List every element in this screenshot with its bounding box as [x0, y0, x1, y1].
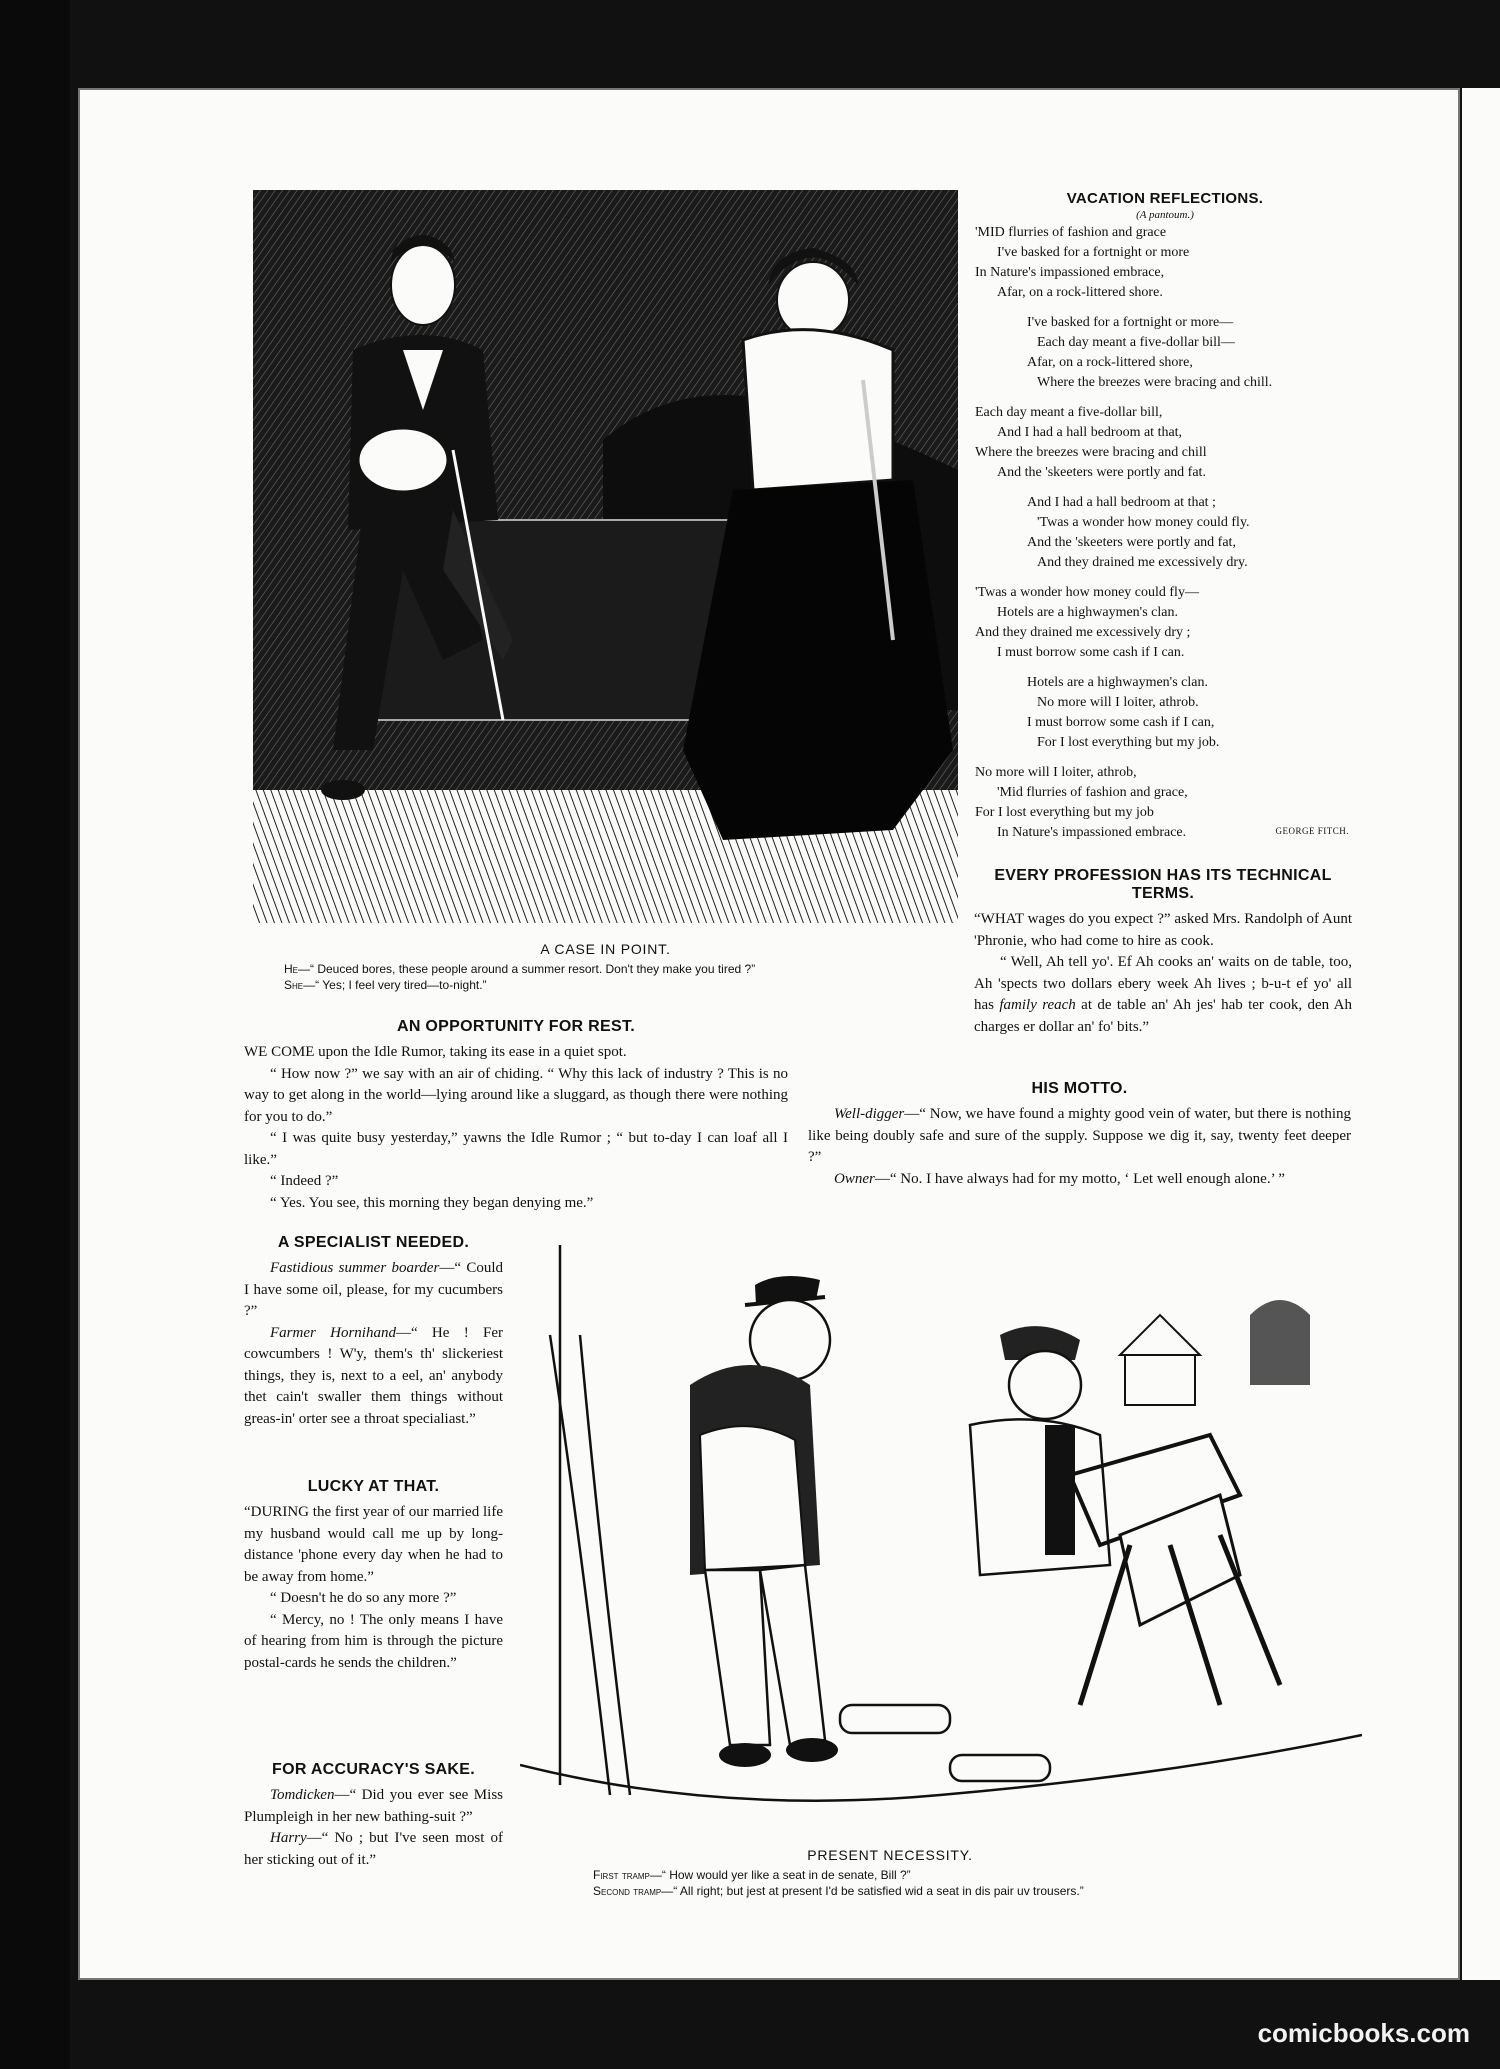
- accuracy-line-2: —“ No ; but I've seen most of her sticking out of it.”: [244, 1830, 503, 1868]
- motto-speaker-owner: Owner: [834, 1170, 875, 1187]
- article-opportunity-for-rest: [244, 1018, 788, 1214]
- poem-line: Hotels are a highwaymen's clan.: [1027, 675, 1208, 690]
- motto-line-1: —“ Now, we have found a mighty good vein of water, but there is nothing like being doubly safe and sure of the supply. Suppose we dig it, say, twenty feet deeper ?”: [808, 1106, 1351, 1165]
- specialist-speaker-farmer: Farmer Hornihand: [270, 1324, 396, 1341]
- technical-paragraph-1: “WHAT wages do you expect ?” asked Mrs. Randolph of Aunt 'Phronie, who had come to hire as cook.: [974, 911, 1352, 949]
- illustration-present-necessity: [520, 1235, 1362, 1840]
- article-technical-terms: [974, 867, 1352, 1038]
- opportunity-paragraph-1: WE COME upon the Idle Rumor, taking its ease in a quiet spot.: [244, 1044, 627, 1060]
- poem-line: Each day meant a five-dollar bill,: [975, 405, 1163, 420]
- motto-paragraph-1: [808, 1104, 1351, 1169]
- present-necessity-caption-title: PRESENT NECESSITY.: [807, 1847, 973, 1863]
- poem-line: In Nature's impassioned embrace.: [997, 825, 1187, 840]
- opportunity-paragraph-3: “ I was quite busy yesterday,” yawns the Idle Rumor ; “ but to-day I can loaf all I like.”: [244, 1130, 788, 1168]
- poem-line: And they drained me excessively dry.: [1037, 555, 1248, 570]
- present-necessity-dialogue: [593, 1867, 1353, 1899]
- poem-line: Afar, on a rock-littered shore,: [1027, 355, 1193, 370]
- poem-stanza: [975, 313, 1355, 393]
- article-lucky-at-that: [244, 1478, 503, 1674]
- poem-line: 'Mid flurries of fashion and grace,: [997, 785, 1188, 800]
- poem-stanza: [975, 673, 1355, 753]
- case-in-point-caption-title: A CASE IN POINT.: [540, 941, 671, 957]
- specialist-speaker-boarder: Fastidious summer boarder: [270, 1260, 440, 1276]
- poem-subtitle: (A pantoum.): [1136, 209, 1194, 221]
- second-tramp-label: Second tramp: [593, 1884, 662, 1898]
- poem-line: I've basked for a fortnight or more—: [1027, 315, 1234, 330]
- opportunity-title: AN OPPORTUNITY FOR REST.: [396, 1018, 636, 1035]
- opportunity-paragraph-4: “ Indeed ?”: [270, 1173, 339, 1189]
- motto-paragraph-2: [808, 1169, 1351, 1191]
- poem-line: And the 'skeeters were portly and fat.: [997, 465, 1206, 480]
- binding-edge: [0, 0, 70, 2069]
- specialist-title: A SPECIALIST NEEDED.: [277, 1234, 470, 1251]
- motto-title: HIS MOTTO.: [1031, 1080, 1128, 1097]
- poem-line: No more will I loiter, athrob.: [1037, 695, 1199, 710]
- accuracy-speaker-tomdicken: Tomdicken: [270, 1787, 335, 1803]
- poem-line: No more will I loiter, athrob,: [975, 765, 1137, 780]
- accuracy-line-1: —“ Did you ever see Miss Plumpleigh in her new bathing-suit ?”: [244, 1787, 503, 1825]
- poem-stanza: [975, 403, 1355, 483]
- accuracy-paragraph-2: [244, 1828, 503, 1871]
- poem-vacation-reflections: [975, 190, 1355, 840]
- specialist-paragraph-2: [244, 1323, 503, 1431]
- poem-line: Hotels are a highwaymen's clan.: [997, 605, 1178, 620]
- poem-line: Where the breezes were bracing and chill: [975, 445, 1207, 460]
- lucky-paragraph-2: “ Doesn't he do so any more ?”: [270, 1590, 457, 1606]
- poem-line: Where the breezes were bracing and chill.: [1037, 375, 1273, 390]
- poem-line: In Nature's impassioned embrace,: [975, 265, 1165, 280]
- article-for-accuracys-sake: [244, 1761, 503, 1871]
- poem-line: I must borrow some cash if I can.: [997, 645, 1185, 660]
- poem-stanza: [975, 223, 1355, 303]
- poem-line: 'MID flurries of fashion and grace: [975, 225, 1167, 240]
- poem-line: And they drained me excessively dry ;: [975, 625, 1191, 640]
- illustration-case-in-point-drawing: [253, 190, 958, 923]
- accuracy-speaker-harry: Harry: [270, 1830, 307, 1846]
- he-label: He: [284, 962, 299, 976]
- technical-family-reach: family reach: [999, 997, 1076, 1013]
- poem-line: And I had a hall bedroom at that,: [997, 425, 1183, 440]
- poem-line: And the 'skeeters were portly and fat,: [1027, 535, 1236, 550]
- poem-body: [975, 223, 1355, 843]
- technical-paragraph-2-start: “ Well, Ah tell yo'. Ef Ah cooks an' waits on de table, too, Ah 'spects two dollars ebery week Ah lives ; b-u-t ef yo' all has: [974, 954, 1352, 1013]
- article-specialist-needed: [244, 1234, 503, 1430]
- poem-stanza: [975, 493, 1355, 573]
- watermark-logo: comicbooks.com: [1257, 2018, 1470, 2048]
- she-label: She: [284, 978, 304, 992]
- motto-speaker-well-digger: Well-digger: [834, 1106, 905, 1122]
- poem-line: I've basked for a fortnight or more: [997, 245, 1190, 260]
- opportunity-paragraph-5: “ Yes. You see, this morning they began denying me.”: [270, 1194, 594, 1211]
- specialist-line-1: —“ Could I have some oil, please, for my cucumbers ?”: [244, 1260, 503, 1319]
- illustration-case-in-point: [253, 190, 958, 923]
- specialist-line-2: —“ He ! Fer cowcumbers ! W'y, them's th' slickeriest things, they is, next to a eel, an' anybody thet cain't swaller them things without greas-in' orter see a throat specialiast.”: [244, 1324, 503, 1427]
- page-right-edge: [1462, 88, 1500, 1980]
- case-in-point-dialogue: [284, 961, 964, 993]
- technical-paragraph-2: [974, 952, 1352, 1038]
- poem-line: And I had a hall bedroom at that ;: [1027, 495, 1216, 510]
- poem-line: For I lost everything but my job.: [1037, 735, 1220, 750]
- poem-line: Afar, on a rock-littered shore.: [997, 285, 1163, 300]
- poem-line: 'Twas a wonder how money could fly.: [1037, 515, 1250, 530]
- poem-line: Each day meant a five-dollar bill—: [1037, 335, 1235, 350]
- he-line: —“ Deuced bores, these people around a summer resort. Don't they make you tired ?”: [298, 962, 756, 976]
- first-tramp-line: —“ How would yer like a seat in de senate, Bill ?”: [649, 1868, 911, 1882]
- technical-paragraph-2-end: at de table an' Ah jes' hab ter cook, den Ah charges er dollar an' fo' bits.”: [974, 997, 1353, 1035]
- motto-line-2: —“ No. I have always had for my motto, ‘ Let well enough alone.’ ”: [874, 1170, 1285, 1187]
- poem-stanza: [975, 583, 1355, 663]
- poem-author: GEORGE FITCH.: [1275, 826, 1349, 836]
- article-his-motto: [808, 1080, 1351, 1190]
- first-tramp-label: First tramp: [593, 1868, 650, 1882]
- accuracy-title: FOR ACCURACY'S SAKE.: [272, 1761, 475, 1778]
- accuracy-paragraph-1: [244, 1785, 503, 1828]
- poem-line: For I lost everything but my job: [975, 805, 1154, 820]
- poem-line: 'Twas a wonder how money could fly—: [975, 585, 1199, 600]
- illustration-present-necessity-drawing: [520, 1235, 1362, 1840]
- opportunity-paragraph-2: “ How now ?” we say with an air of chiding. “ Why this lack of industry ? This is no way to get along in the world—lying around like a sluggard, as though there were nothing for you to do.”: [244, 1065, 788, 1125]
- she-line: —“ Yes; I feel very tired—to-night.”: [303, 978, 487, 992]
- poem-title: VACATION REFLECTIONS.: [1066, 190, 1264, 207]
- poem-line: I must borrow some cash if I can,: [1027, 715, 1215, 730]
- lucky-paragraph-3: “ Mercy, no ! The only means I have of hearing from him is through the picture postal-cards he sends the children.”: [244, 1611, 503, 1671]
- lucky-title: LUCKY AT THAT.: [307, 1478, 440, 1495]
- technical-title: EVERY PROFESSION HAS ITS TECHNICAL TERMS.: [994, 867, 1332, 902]
- lucky-paragraph-1: “DURING the first year of our married life my husband would call me up by long-distance 'phone every day when he had to be away from home.”: [244, 1504, 503, 1585]
- second-tramp-line: —“ All right; but jest at present I'd be satisfied wid a seat in dis pair uv trousers.”: [661, 1884, 1084, 1898]
- specialist-paragraph-1: [244, 1258, 503, 1323]
